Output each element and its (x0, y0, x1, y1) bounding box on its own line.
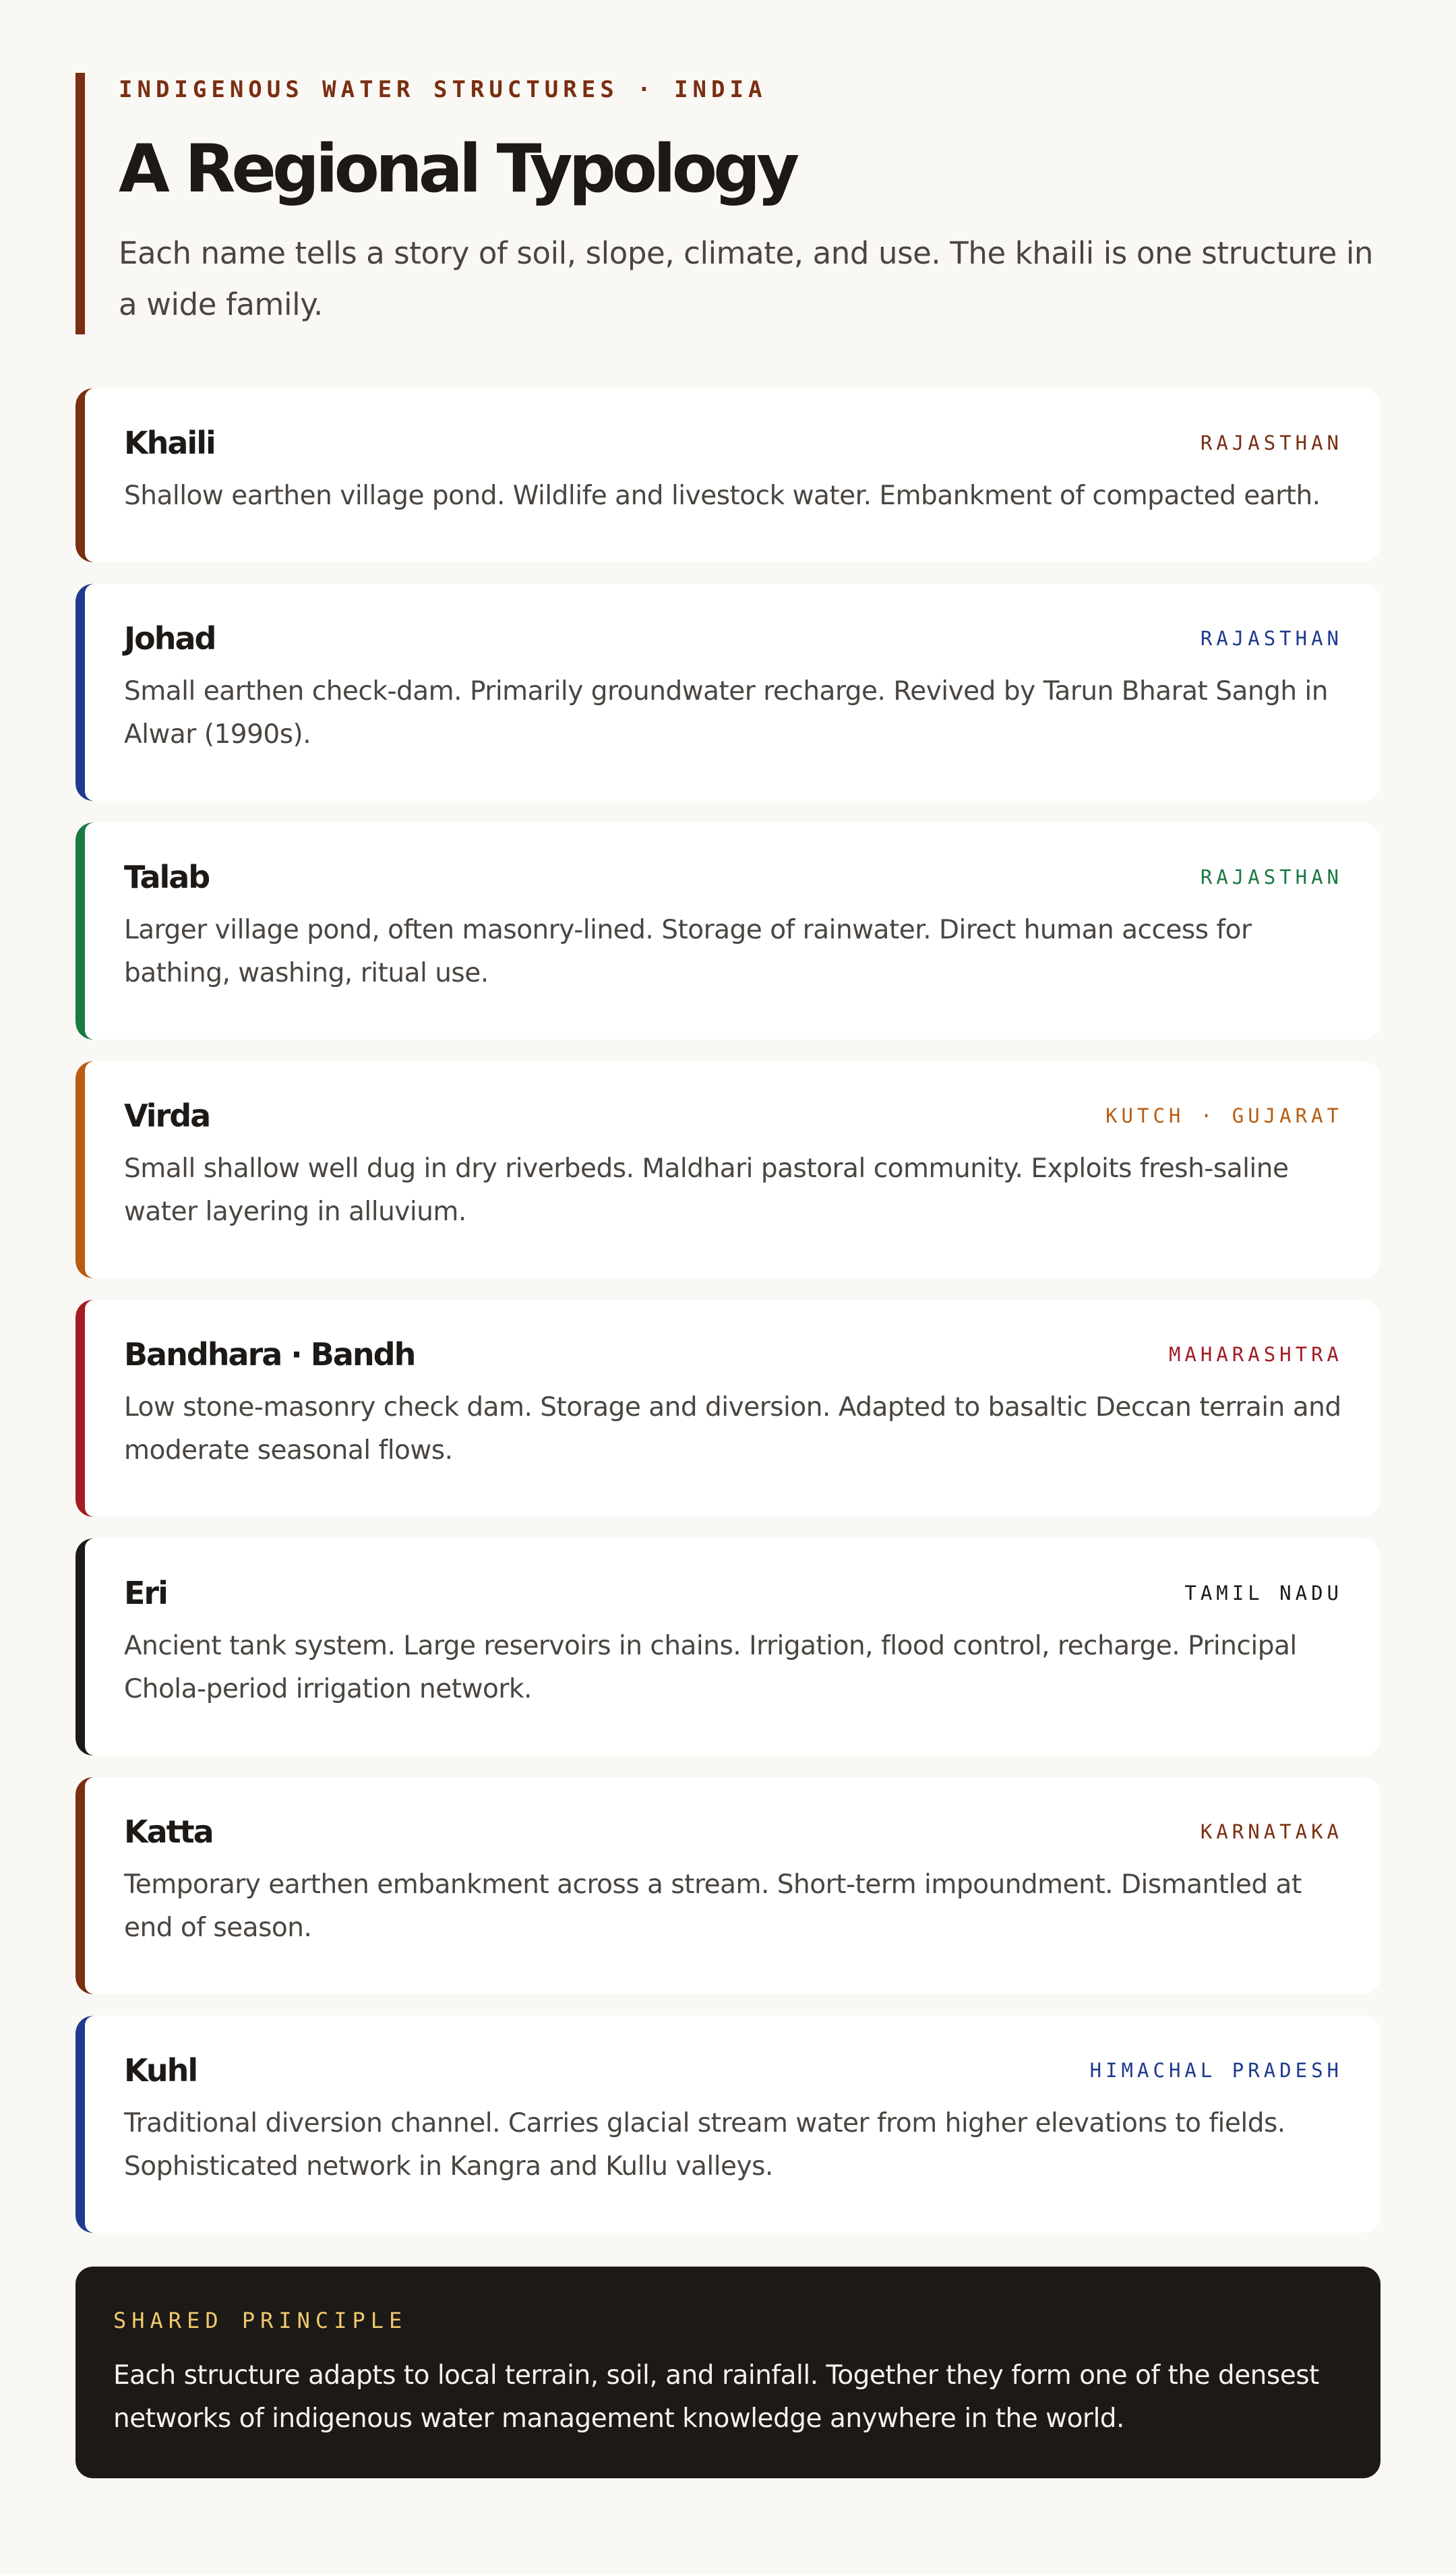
region-label: TAMIL NADU (1184, 1582, 1343, 1605)
structure-description: Small shallow well dug in dry riverbeds. Maldhari pastoral community. Exploits fresh-saline water layering in alluvium. (124, 1154, 1289, 1227)
region-label: RAJASTHAN (1200, 431, 1343, 454)
structure-card-bandhara (75, 1300, 1381, 1517)
structure-name: Johad (124, 620, 216, 657)
region-label: RAJASTHAN (1200, 866, 1343, 889)
structure-name: Bandhara · Bandh (124, 1336, 415, 1373)
structure-card-katta (75, 1777, 1381, 1994)
structure-description: Traditional diversion channel. Carries glacial stream water from higher elevations to fields. Sophisticated network in Kangra and Kullu valleys. (124, 2108, 1285, 2182)
region-label: MAHARASHTRA (1168, 1343, 1343, 1366)
structure-description: Small earthen check-dam. Primarily groundwater recharge. Revived by Tarun Bharat Sangh in Alwar (1990s). (124, 676, 1328, 750)
structure-name: Katta (124, 1814, 213, 1850)
structure-description: Low stone-masonry check dam. Storage and diversion. Adapted to basaltic Deccan terrain and moderate seasonal flows. (124, 1392, 1341, 1466)
eyebrow: INDIGENOUS WATER STRUCTURES · INDIA (119, 76, 767, 103)
structure-card-eri (75, 1538, 1381, 1756)
card-header (124, 858, 1343, 897)
region-label: KUTCH · GUJARAT (1105, 1104, 1343, 1127)
structure-name: Khaili (124, 425, 215, 461)
principle-text: Each structure adapts to local terrain, soil, and rainfall. Together they form one of the densest networks of indigenous water management knowledge anywhere in the world. (113, 2360, 1319, 2434)
structure-description: Temporary earthen embankment across a stream. Short-term impoundment. Dismantled at end of season. (124, 1869, 1302, 1943)
page-title: A Regional Typology (119, 131, 796, 208)
region-label: KARNATAKA (1200, 1820, 1343, 1843)
page (75, 73, 1381, 2478)
card-header (124, 1335, 1343, 1374)
structure-card-johad (75, 584, 1381, 801)
card-header (124, 1812, 1343, 1851)
card-header (124, 423, 1343, 462)
structure-list (75, 388, 1381, 2233)
header (75, 73, 1381, 334)
card-header (124, 1574, 1343, 1613)
region-label: RAJASTHAN (1200, 627, 1343, 650)
card-header (124, 1096, 1343, 1135)
structure-name: Talab (124, 859, 210, 895)
card-header (124, 2051, 1343, 2090)
structure-name: Virda (124, 1098, 210, 1134)
structure-card-virda (75, 1061, 1381, 1278)
principle-label: SHARED PRINCIPLE (113, 2308, 408, 2333)
lead-paragraph: Each name tells a story of soil, slope, climate, and use. The khaili is one structure in a wide family. (119, 235, 1374, 322)
structure-name: Eri (124, 1575, 167, 1611)
structure-name: Kuhl (124, 2052, 198, 2089)
structure-card-talab (75, 822, 1381, 1040)
structure-description: Ancient tank system. Large reservoirs in chains. Irrigation, flood control, recharge. Principal Chola-period irrigation network. (124, 1631, 1297, 1704)
structure-card-khaili (75, 388, 1381, 562)
structure-card-kuhl (75, 2016, 1381, 2233)
region-label: HIMACHAL PRADESH (1089, 2059, 1343, 2082)
structure-description: Larger village pond, often masonry-lined. Storage of rainwater. Direct human access for bathing, washing, ritual use. (124, 915, 1252, 988)
shared-principle-panel (75, 2267, 1381, 2478)
structure-description: Shallow earthen village pond. Wildlife and livestock water. Embankment of compacted earth. (124, 481, 1321, 511)
card-header (124, 619, 1343, 658)
